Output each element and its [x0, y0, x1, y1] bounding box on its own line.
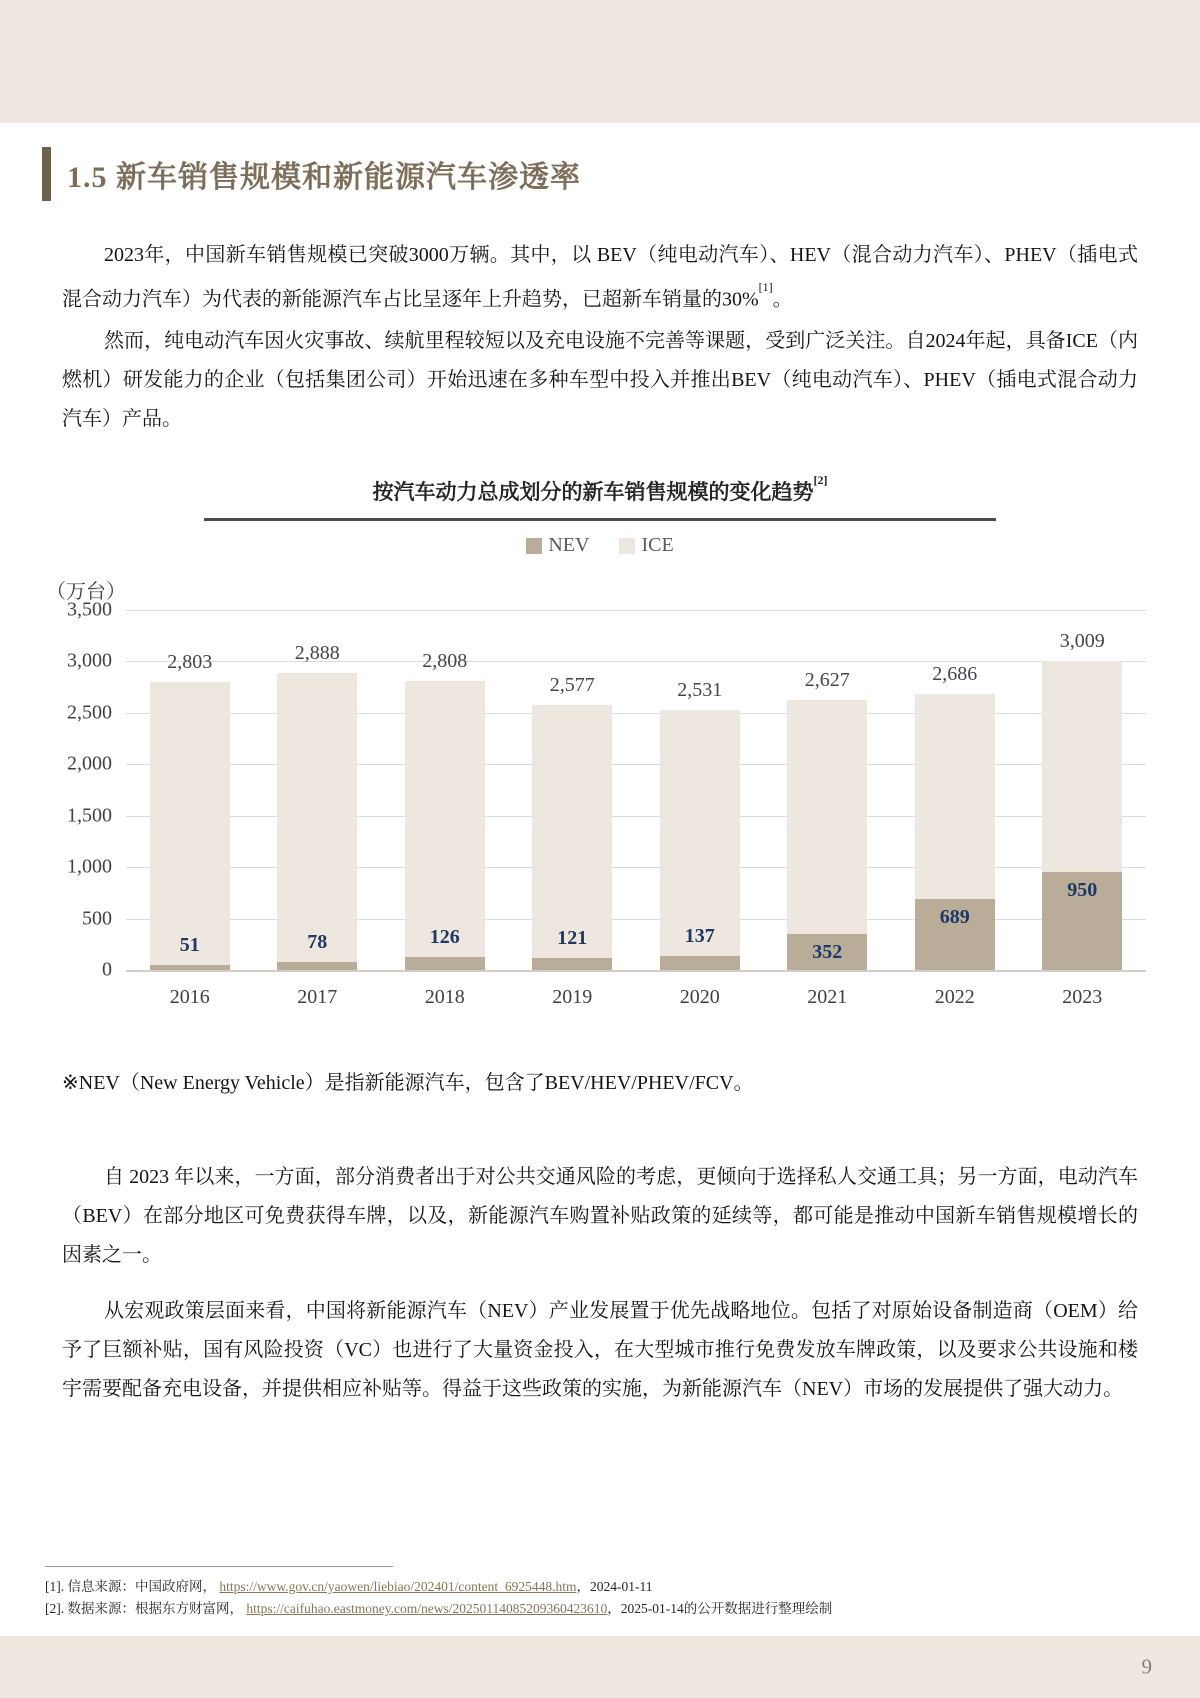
- bar-2022: [891, 610, 1019, 1008]
- footnote-separator: [45, 1566, 393, 1567]
- y-tick-label: 0: [102, 958, 112, 981]
- bottom-band: [0, 1636, 1200, 1698]
- footnote-item-2: [45, 1598, 1155, 1620]
- y-tick-label: 3,000: [67, 649, 112, 672]
- y-tick-label: 1,500: [67, 804, 112, 827]
- footnote-prefix: [2]. 数据来源：根据东方财富网，: [45, 1601, 247, 1616]
- nev-segment-2020: [660, 956, 740, 970]
- legend-label: NEV: [548, 534, 590, 556]
- y-tick-label: 1,000: [67, 855, 112, 878]
- total-value-label: 2,627: [804, 668, 850, 691]
- paragraph-1: [62, 236, 1138, 320]
- nev-value-label: 78: [307, 930, 328, 953]
- ice-segment-2023: [1042, 661, 1122, 873]
- footnote-suffix: ，2024-01-11: [576, 1579, 653, 1594]
- footnote-link-2[interactable]: https://caifuhao.eastmoney.com/news/20250114085209360423610: [246, 1601, 608, 1616]
- bars-row: [126, 610, 1146, 1008]
- chart-block: [42, 473, 1158, 1095]
- total-value-label: 2,686: [932, 662, 978, 685]
- y-axis-unit-label: （万台）: [46, 581, 126, 603]
- paragraph-3: 自 2023 年以来，一方面，部分消费者出于对公共交通风险的考虑，更倾向于选择私人交通工具；另一方面，电动汽车（BEV）在部分地区可免费获得车牌，以及，新能源汽车购置补贴政策的延续等，都可能是推动中国新车销售规模增长的因素之一。: [62, 1166, 1138, 1266]
- top-band: [0, 0, 1200, 123]
- nev-segment-2018: [405, 957, 485, 970]
- legend-swatch-ice: [619, 538, 635, 554]
- nev-value-label: 126: [429, 926, 460, 949]
- total-value-label: 3,009: [1059, 629, 1105, 652]
- y-tick-label: 500: [82, 907, 112, 930]
- chart-title-text: 按汽车动力总成划分的新车销售规模的变化趋势: [372, 480, 814, 504]
- y-tick-label: 2,000: [67, 752, 112, 775]
- paragraph-2: 然而，纯电动汽车因火灾事故、续航里程较短以及充电设施不完善等课题，受到广泛关注。自2024年起，具备ICE（内燃机）研发能力的企业（包括集团公司）开始迅速在多种车型中投入并推出BEV（纯电动汽车）、PHEV（插电式混合动力汽车）产品。: [62, 330, 1138, 430]
- ice-segment-2020: [660, 710, 740, 956]
- ice-segment-2022: [915, 694, 995, 899]
- nev-segment-2019: [532, 958, 612, 970]
- ice-segment-2017: [277, 673, 357, 962]
- nev-value-label: 352: [812, 940, 843, 963]
- nev-value-label: 950: [1067, 879, 1098, 902]
- paragraph-1-text: 2023年，中国新车销售规模已突破3000万辆。其中，以 BEV（纯电动汽车）、HEV（混合动力汽车）、PHEV（插电式混合动力汽车）为代表的新能源汽车占比呈逐年上升趋势，已超新车销量的30%: [62, 244, 1138, 311]
- x-axis-label: 2018: [424, 986, 465, 1008]
- chart-legend: [42, 534, 1158, 557]
- chart-note: ※NEV（New Energy Vehicle）是指新能源汽车，包含了BEV/HEV/PHEV/FCV。: [62, 1072, 754, 1094]
- bar-2018: [381, 610, 509, 1008]
- footnote-ref-1: [1]: [758, 280, 773, 294]
- section-header: [42, 147, 581, 201]
- paragraph-4: 从宏观政策层面来看，中国将新能源汽车（NEV）产业发展置于优先战略地位。包括了对原始设备制造商（OEM）给予了巨额补贴，国有风险投资（VC）也进行了大量资金投入，在大型城市推行免费发放车牌政策，以及要求公共设施和楼宇需要配备充电设备，并提供相应补贴等。得益于这些政策的实施，为新能源汽车（NEV）市场的发展提供了强大动力。: [62, 1300, 1138, 1400]
- footnote-list: [45, 1576, 1155, 1620]
- total-value-label: 2,888: [294, 641, 340, 664]
- legend-item-ice: [619, 534, 673, 557]
- nev-segment-2016: [150, 965, 230, 970]
- bar-2019: [509, 610, 637, 1008]
- nev-value-label: 51: [179, 933, 200, 956]
- chart-title: [204, 473, 996, 521]
- nev-value-label: 121: [557, 926, 588, 949]
- x-axis-line: [126, 970, 1146, 972]
- section-title-accent-bar: [42, 147, 51, 201]
- x-axis-label: 2016: [169, 986, 210, 1008]
- chart-area: [42, 575, 1158, 1030]
- ice-segment-2021: [787, 700, 867, 934]
- ice-segment-2016: [150, 682, 230, 965]
- ice-segment-2019: [532, 705, 612, 958]
- bar-2023: [1019, 610, 1147, 1008]
- total-value-label: 2,531: [677, 678, 723, 701]
- x-axis-label: 2023: [1062, 986, 1103, 1008]
- plot-area: [126, 610, 1146, 1008]
- y-axis-labels: [42, 598, 112, 981]
- chart-title-ref: [2]: [813, 473, 828, 487]
- bar-2020: [636, 610, 764, 1008]
- section-title: 1.5 新车销售规模和新能源汽车渗透率: [67, 161, 581, 194]
- nev-value-label: 137: [684, 924, 715, 947]
- footnote-item-1: [45, 1576, 1155, 1598]
- page-number: 9: [1141, 1654, 1152, 1679]
- x-axis-label: 2019: [552, 986, 593, 1008]
- total-value-label: 2,803: [167, 650, 213, 673]
- nev-segment-2017: [277, 962, 357, 970]
- x-axis-label: 2020: [679, 986, 720, 1008]
- total-value-label: 2,808: [422, 650, 468, 673]
- footnote-suffix: ，2025-01-14的公开数据进行整理绘制: [607, 1601, 833, 1616]
- footnote-prefix: [1]. 信息来源：中国政府网，: [45, 1579, 220, 1594]
- legend-item-nev: [526, 534, 589, 557]
- nev-value-label: 689: [939, 906, 970, 929]
- total-value-label: 2,577: [549, 673, 595, 696]
- legend-label: ICE: [641, 534, 674, 556]
- ice-segment-2018: [405, 681, 485, 957]
- x-axis-label: 2022: [934, 986, 975, 1008]
- legend-swatch-nev: [526, 538, 542, 554]
- x-axis-label: 2017: [297, 986, 338, 1008]
- footnote-link-1[interactable]: https://www.gov.cn/yaowen/liebiao/202401/content_6925448.htm: [219, 1579, 577, 1594]
- footnotes: [45, 1566, 1155, 1620]
- paragraph-1-end: 。: [772, 288, 793, 311]
- y-tick-label: 3,500: [67, 598, 112, 621]
- y-tick-label: 2,500: [67, 701, 112, 724]
- x-axis-label: 2021: [807, 986, 848, 1008]
